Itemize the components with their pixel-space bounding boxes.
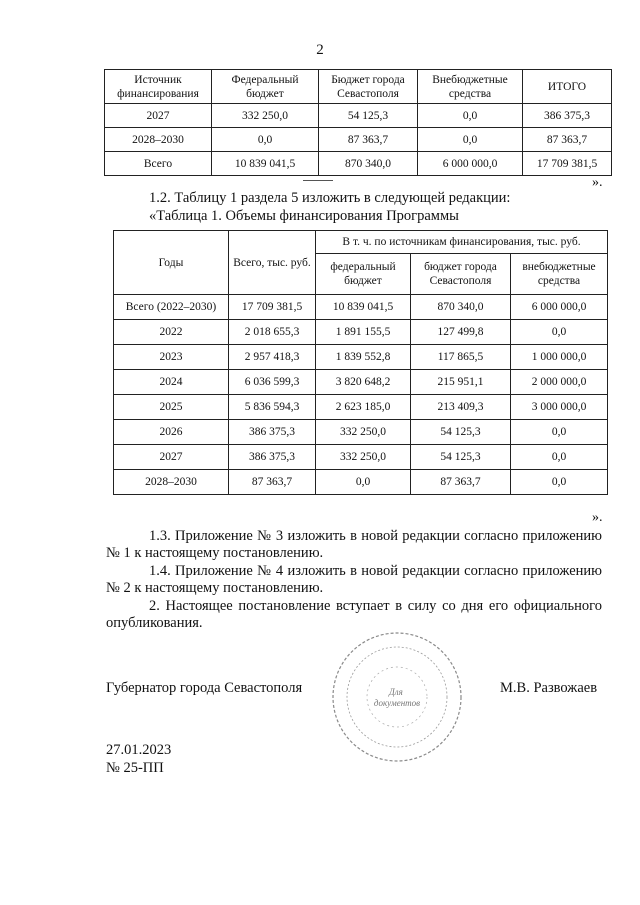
table-row	[114, 420, 608, 445]
table-cell: 2028–2030	[114, 470, 229, 495]
document-number: № 25-ПП	[106, 760, 164, 776]
table-cell: 1 839 552,8	[316, 345, 411, 370]
table-cell: 0,0	[511, 445, 608, 470]
table-cell: 386 375,3	[523, 104, 612, 128]
table-cell: 3 820 648,2	[316, 370, 411, 395]
header-cell: бюджет города Севастополя	[411, 254, 511, 295]
table-cell: 6 000 000,0	[511, 295, 608, 320]
table-cell: 386 375,3	[229, 420, 316, 445]
header-cell: Федеральный бюджет	[212, 70, 319, 104]
table-cell: Всего (2022–2030)	[114, 295, 229, 320]
table-header-row	[114, 231, 608, 254]
table-cell: 2 000 000,0	[511, 370, 608, 395]
table-cell: 87 363,7	[523, 128, 612, 152]
closing-quote: ».	[592, 175, 603, 190]
table-cell: 17 709 381,5	[229, 295, 316, 320]
table-row	[114, 320, 608, 345]
table-cell: 54 125,3	[319, 104, 418, 128]
table-cell: 2023	[114, 345, 229, 370]
paragraph-1-2: 1.2. Таблицу 1 раздела 5 изложить в следующей редакции:	[149, 190, 511, 206]
table-cell: 2027	[105, 104, 212, 128]
table-cell: 386 375,3	[229, 445, 316, 470]
table-cell: 10 839 041,5	[316, 295, 411, 320]
table-cell: 1 891 155,5	[316, 320, 411, 345]
paragraph-1-4: 1.4. Приложение № 4 изложить в новой редакции согласно приложению № 2 к настоящему постановлению.	[106, 563, 602, 596]
table-cell: 2024	[114, 370, 229, 395]
table-cell: 87 363,7	[319, 128, 418, 152]
paragraph-1-3: 1.3. Приложение № 3 изложить в новой редакции согласно приложению № 1 к настоящему постановлению.	[106, 528, 602, 561]
table-cell: 213 409,3	[411, 395, 511, 420]
table-cell: 2027	[114, 445, 229, 470]
table-row	[114, 395, 608, 420]
table-row	[114, 295, 608, 320]
header-cell: Всего, тыс. руб.	[229, 231, 316, 295]
table-cell: 127 499,8	[411, 320, 511, 345]
table-cell: 870 340,0	[319, 152, 418, 176]
table-cell: 2026	[114, 420, 229, 445]
table-cell: 0,0	[418, 104, 523, 128]
table-cell: 870 340,0	[411, 295, 511, 320]
table-row	[114, 345, 608, 370]
table-cell: 117 865,5	[411, 345, 511, 370]
header-cell: Внебюджетные средства	[418, 70, 523, 104]
table-cell: 87 363,7	[229, 470, 316, 495]
table-cell: 2 018 655,3	[229, 320, 316, 345]
table-cell: 3 000 000,0	[511, 395, 608, 420]
table-cell: 215 951,1	[411, 370, 511, 395]
table-row	[114, 370, 608, 395]
table-cell: 1 000 000,0	[511, 345, 608, 370]
table-cell: 87 363,7	[411, 470, 511, 495]
table-cell: 2028–2030	[105, 128, 212, 152]
header-cell: внебюджетные средства	[511, 254, 608, 295]
table-cell: Всего	[105, 152, 212, 176]
table-cell: 17 709 381,5	[523, 152, 612, 176]
table-cell: 332 250,0	[316, 420, 411, 445]
divider	[303, 180, 333, 181]
program-financing-table	[113, 230, 608, 495]
table-row	[105, 152, 612, 176]
table-header-row	[105, 70, 612, 104]
financing-summary-table	[104, 69, 612, 176]
table-cell: 10 839 041,5	[212, 152, 319, 176]
table-cell: 2025	[114, 395, 229, 420]
table-cell: 5 836 594,3	[229, 395, 316, 420]
page-number: 2	[316, 42, 324, 58]
table-cell: 6 000 000,0	[418, 152, 523, 176]
table-caption: «Таблица 1. Объемы финансирования Программы	[149, 208, 459, 224]
seal-text	[374, 687, 420, 708]
table-cell: 0,0	[511, 320, 608, 345]
table-cell: 2 623 185,0	[316, 395, 411, 420]
table-cell: 0,0	[418, 128, 523, 152]
signature-name: М.В. Развожаев	[500, 680, 598, 696]
seal-text-line-1: Для	[388, 687, 403, 697]
table-cell: 332 250,0	[316, 445, 411, 470]
seal-text-line-2: документов	[373, 698, 421, 708]
table-cell: 2 957 418,3	[229, 345, 316, 370]
paragraph-2: 2. Настоящее постановление вступает в силу со дня его официального опубликования.	[106, 598, 602, 631]
table-cell: 0,0	[511, 420, 608, 445]
table-cell: 6 036 599,3	[229, 370, 316, 395]
header-cell: ИТОГО	[523, 70, 612, 104]
table-cell: 332 250,0	[212, 104, 319, 128]
table-cell: 0,0	[511, 470, 608, 495]
table-cell: 0,0	[212, 128, 319, 152]
header-cell: Годы	[114, 231, 229, 295]
table-row	[105, 104, 612, 128]
table-row	[105, 128, 612, 152]
table-cell: 2022	[114, 320, 229, 345]
header-cell: федеральный бюджет	[316, 254, 411, 295]
closing-quote: ».	[592, 510, 603, 525]
signature-title: Губернатор города Севастополя	[106, 680, 303, 696]
header-cell: Бюджет города Севастополя	[319, 70, 418, 104]
document-date: 27.01.2023	[106, 742, 172, 758]
table-cell: 54 125,3	[411, 445, 511, 470]
official-seal	[330, 630, 465, 765]
group-header-cell: В т. ч. по источникам финансирования, тыс. руб.	[316, 231, 608, 254]
table-row	[114, 470, 608, 495]
table-cell: 0,0	[316, 470, 411, 495]
header-cell: Источник финансирования	[105, 70, 212, 104]
table-row	[114, 445, 608, 470]
table-cell: 54 125,3	[411, 420, 511, 445]
